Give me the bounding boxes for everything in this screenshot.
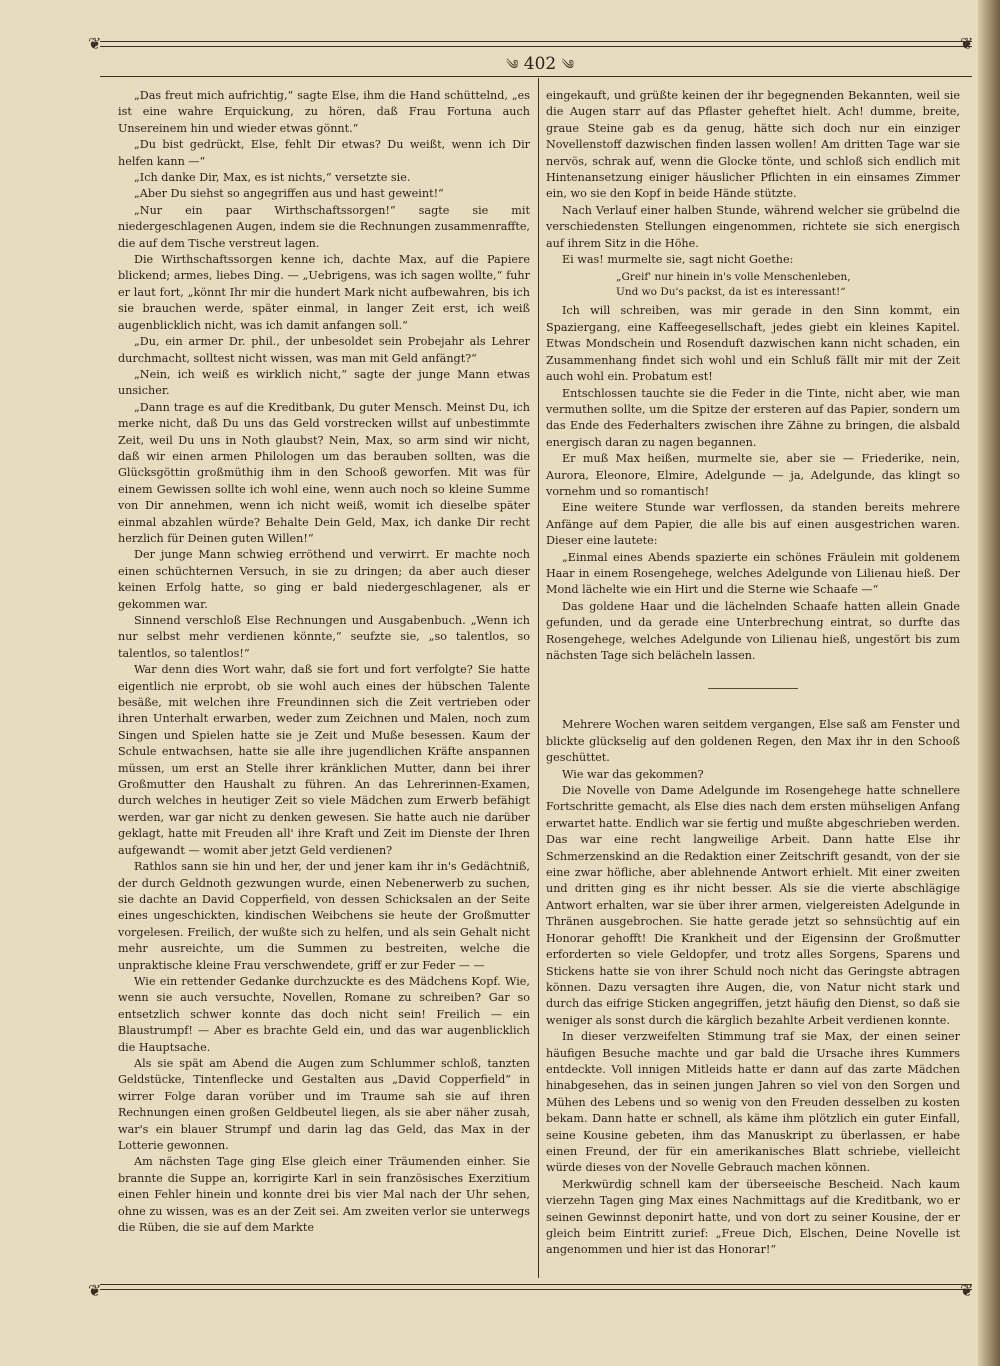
left-column	[118, 88, 530, 1236]
paragraph: Ei was! murmelte sie, sagt nicht Goethe:	[562, 253, 794, 267]
corner-ornament-bottom-right: ❦	[960, 1281, 974, 1300]
paragraph: „Ich danke Dir, Max, es ist nichts,“ versetzte sie.	[134, 171, 411, 185]
paragraph: Die Novelle von Dame Adelgunde im Rosengehege hatte schnellere Fortschritte gemacht, als Else dies nach dem ersten mühseligen Anfang erwartet hatte. Endlich war sie fertig und mußte abgeschrieben werden. Das war eine recht langweilige Arbeit. Dann hatte Else ihr Schmerzenskind an die Redaktion einer Zeitschrift gesandt, von der sie eine zwar höfliche, aber ablehnende Antwort erhielt. Mit einer zweiten und dritten ging es ihr nicht besser. Als sie die vierte abschlägige Antwort erhalten, war sie über ihrer armen, vielgereisten Adelgunde in Thränen ausgebrochen. Sie hatte gerade jetzt so sehnsüchtig auf ein Honorar gehofft! Die Krankheit und der Eigensinn der Großmutter erforderten so viele Geldopfer, und trotz alles Sorgens, Sparens und Stickens hatte sie von ihrer Schuld noch nicht das Geringste abtragen können. Dazu versagten ihre Augen, die, von Natur nicht stark und durch das eifrige Sticken angegriffen, jetzt häufig den Dienst, so daß sie weniger als sonst durch die kärglich bezahlte Arbeit verdienen konnte.	[546, 784, 960, 1027]
corner-ornament-top-left: ❦	[88, 34, 102, 53]
paragraph: eingekauft, und grüßte keinen der ihr begegnenden Bekannten, weil sie die Augen starr auf das Pflaster geheftet hielt. Ach! dumme, breite, graue Steine gab es da genug, hätte sich doch nur ein einziger Novellenstoff dazwischen finden lassen wollen! Am dritten Tage war sie nervös, schrak auf, wenn die Glocke tönte, und schloß sich endlich mit Hintenansetzung einiger häuslicher Pflichten in ein einsames Zimmer ein, wo sie den Kopf in beide Hände stützte.	[546, 89, 960, 201]
paragraph: Ich will schreiben, was mir gerade in den Sinn kommt, ein Spaziergang, eine Kaffeegesellschaft, jedes giebt ein kleines Kapitel. Etwas Mondschein und Rosenduft dazwischen kann nicht schaden, ein Zusammenhang findet sich wohl und ein Schluß fällt mir mit der Zeit auch wohl ein. Probatum est!	[546, 304, 960, 384]
corner-ornament-top-right: ❦	[960, 34, 974, 53]
paragraph: Sinnend verschloß Else Rechnungen und Ausgabenbuch. „Wenn ich nur selbst mehr verdienen könnte,“ seufzte sie, „so talentlos, so talentlos, so talentlos!“	[118, 614, 530, 660]
verse-line: Und wo Du's packst, da ist es interessant!“	[616, 285, 846, 298]
book-spine	[978, 0, 1000, 1366]
page-number	[470, 50, 610, 87]
paragraph: Der junge Mann schwieg erröthend und verwirrt. Er machte noch einen schüchternen Versuch, in sie zu dringen; da aber auch dieser keinen Erfolg hatte, so ging er bald niedergeschlagener, als er gekommen war.	[118, 548, 530, 611]
paragraph: Die Wirthschaftssorgen kenne ich, dachte Max, auf die Papiere blickend; armes, liebes Ding. — „Uebrigens, was ich sagen wollte,“ fuhr er laut fort, „könnt Ihr mir die hundert Mark nicht aufbewahren, bis ich sie brauchen werde, später einmal, in langer Zeit erst, ich weiß augenblicklich nicht, was ich damit anfangen soll.“	[118, 253, 530, 332]
flourish-left-icon: ༄	[505, 58, 519, 73]
column-separator	[538, 78, 539, 1278]
goethe-quote	[616, 270, 960, 299]
paragraph: „Einmal eines Abends spazierte ein schönes Fräulein mit goldenem Haar in einem Rosengehege, welches Adelgunde von Lilienau hieß. Der Mond lächelte wie ein Hirt und die Sterne wie Schaafe —“	[546, 550, 960, 597]
paragraph: „Nur ein paar Wirthschaftssorgen!“ sagte sie mit niedergeschlagenen Augen, indem sie die Rechnungen zusammenraffte, die auf dem Tische verstreut lagen.	[118, 203, 530, 250]
paragraph: In dieser verzweifelten Stimmung traf sie Max, der einen seiner häufigen Besuche machte und gar bald die Ursache ihres Kummers entdeckte. Voll innigen Mitleids hatte er dann auf das zarte Mädchen hinabgesehen, das in seinen jungen Jahren so viel von den Sorgen und Mühen des Lebens und so wenig von den Freuden desselben zu kosten bekam. Dann hatte er schnell, als käme ihm plötzlich ein guter Einfall, seine Kousine gebeten, ihm das Manuskript zu überlassen, er habe einen Freund, der für ein amerikanisches Blatt schriebe, vielleicht würde dieses von der Novelle Gebrauch machen können.	[546, 1030, 960, 1175]
paragraph: Wie ein rettender Gedanke durchzuckte es des Mädchens Kopf. Wie, wenn sie auch versuchte, Novellen, Romane zu schreiben? Gar so entsetzlich schwer konnte das doch nicht sein! Freilich — ein Blaustrumpf! — Aber es brachte Geld ein, und das war augenblicklich die Hauptsache.	[118, 974, 530, 1054]
header-rule-top	[100, 41, 972, 42]
paragraph: Als sie spät am Abend die Augen zum Schlummer schloß, tanzten Geldstücke, Tintenflecke und Gestalten aus „David Copperfield“ in wirrer Folge daran vorüber und im Traume sah sie auf ihren Rechnungen einen großen Geldbeutel liegen, als sie aber näher zusah, war's ein blauer Strumpf und darin lag das Geld, das Max in der Lotterie gewonnen.	[118, 1056, 530, 1152]
flourish-right-icon: ༄	[561, 58, 575, 73]
paragraph: Eine weitere Stunde war verflossen, da standen bereits mehrere Anfänge auf dem Papier, die alle bis auf einen ausgestrichen waren. Dieser eine lautete:	[546, 501, 960, 548]
paragraph: Mehrere Wochen waren seitdem vergangen, Else saß am Fenster und blickte glückselig auf den goldenen Regen, den Max ihr in den Schooß geschüttet.	[546, 718, 960, 765]
paragraph: Nach Verlauf einer halben Stunde, während welcher sie grübelnd die verschiedensten Stellungen eingenommen, richtete sie sich energisch auf ihrem Sitz in die Höhe.	[546, 203, 960, 250]
paragraph: Entschlossen tauchte sie die Feder in die Tinte, nicht aber, wie man vermuthen sollte, um die Spitze der ersteren auf das Papier, sondern um das Ende des Federhalters zwischen ihre Zähne zu bringen, die alsbald energisch daran zu nagen begannen.	[546, 386, 960, 449]
paragraph: Am nächsten Tage ging Else gleich einer Träumenden einher. Sie brannte die Suppe an, korrigirte Karl in sein französisches Exerzitium einen Fehler hinein und konnte drei bis vier Mal nach der Uhr sehen, ohne zu wissen, was es an der Zeit sei. Am zweiten verlor sie unterwegs die Rüben, die sie auf dem Markte	[118, 1155, 530, 1235]
header-rule-under-number	[100, 76, 972, 77]
footer-rule-bottom	[100, 1289, 972, 1290]
paragraph: „Du bist gedrückt, Else, fehlt Dir etwas? Du weißt, wenn ich Dir helfen kann —“	[118, 138, 530, 168]
verse-line: „Greif' nur hinein in's volle Menschenleben,	[616, 271, 851, 284]
footer-rule-top	[100, 1284, 972, 1285]
paragraph: „Nein, ich weiß es wirklich nicht,“ sagte der junge Mann etwas unsicher.	[118, 367, 530, 398]
paragraph: „Das freut mich aufrichtig,“ sagte Else, ihm die Hand schüttelnd, „es ist eine wahre Erquickung, zu hören, daß Frau Fortuna auch Unsereinem hin und wieder etwas gönnt.“	[118, 89, 530, 135]
right-column	[546, 88, 960, 1259]
paragraph: Wie war das gekommen?	[562, 767, 704, 781]
paragraph: War denn dies Wort wahr, daß sie fort und fort verfolgte? Sie hatte eigentlich nie erprobt, ob sie wohl auch eines der hübschen Talente besäße, mit welchen ihre Freundinnen sich die Zeit vertrieben oder ihren Unterhalt erwarben, weder zum Zeichnen und Malen, noch zum Singen und Spielen hatte sie je Zeit und Muße besessen. Kaum der Schule entwachsen, hatte sie alle ihre jugendlichen Kräfte anspannen müssen, um erst an Stelle ihrer kränklichen Mutter, dann bei ihrer Großmutter den Haushalt zu führen. An das Lehrerinnen-Examen, durch welches in heutiger Zeit so viele Mädchen zum Erwerb befähigt werden, war gar nicht zu denken gewesen. Sie hatte auch nie darüber geklagt, hatte mit Freuden all' ihre Kraft und Zeit im Dienste der Ihren aufgewandt — womit aber jetzt Geld verdienen?	[118, 663, 530, 857]
paragraph: „Aber Du siehst so angegriffen aus und hast geweint!“	[134, 187, 444, 201]
corner-ornament-bottom-left: ❦	[88, 1281, 102, 1300]
page-number-text: 402	[523, 54, 557, 74]
paragraph: „Dann trage es auf die Kreditbank, Du guter Mensch. Meinst Du, ich merke nicht, daß Du uns das Geld vorstrecken willst auf unbestimmte Zeit, weil Du uns in Noth glaubst? Nein, Max, so arm sind wir nicht, daß wir einen armen Philologen um das berauben sollten, was die Glücksgöttin großmüthig ihm in den Schooß geworfen. Mit was für einem Gewissen sollte ich wohl eine, wenn auch noch so kleine Summe von Dir annehmen, wenn ich nicht weiß, womit ich dieselbe später einmal abzahlen würde? Behalte Dein Geld, Max, ich danke Dir recht herzlich für Deinen guten Willen!“	[118, 400, 530, 545]
paragraph: Das goldene Haar und die lächelnden Schaafe hatten allein Gnade gefunden, und da gerade eine Unterbrechung eintrat, so durfte das Rosengehege, welches Adelgunde von Lilienau hieß, ungestört bis zum nächsten Tage sich belächeln lassen.	[546, 599, 960, 662]
paragraph: „Du, ein armer Dr. phil., der unbesoldet sein Probejahr als Lehrer durchmacht, solltest nicht wissen, was man mit Geld anfängt?“	[118, 335, 530, 365]
paragraph: Rathlos sann sie hin und her, der und jener kam ihr in's Gedächtniß, der durch Geldnoth gezwungen wurde, einen Nebenerwerb zu suchen, sie dachte an David Copperfield, von dessen Schicksalen an der Seite eines ungeschickten, kindischen Weibchens sie heute der Großmutter vorgelesen. Freilich, der wußte sich zu helfen, und als sein Gehalt nicht mehr ausreichte, um die Summen zu bestreiten, welche die unpraktische kleine Frau verschwendete, griff er zur Feder — —	[118, 860, 530, 972]
paragraph: Er muß Max heißen, murmelte sie, aber sie — Friederike, nein, Aurora, Eleonore, Elmire, Adelgunde — ja, Adelgunde, das klingt so vornehm und so romantisch!	[546, 452, 960, 498]
header-rule-bottom	[100, 46, 972, 47]
paragraph: Merkwürdig schnell kam der überseeische Bescheid. Nach kaum vierzehn Tagen ging Max eines Nachmittags auf die Kreditbank, wo er seinen Gewinnst deponirt hatte, und von dort zu seiner Kousine, der er gleich beim Eintritt zurief: „Freue Dich, Elschen, Deine Novelle ist angenommen und hier ist das Honorar!“	[546, 1177, 960, 1257]
section-divider	[708, 688, 798, 689]
